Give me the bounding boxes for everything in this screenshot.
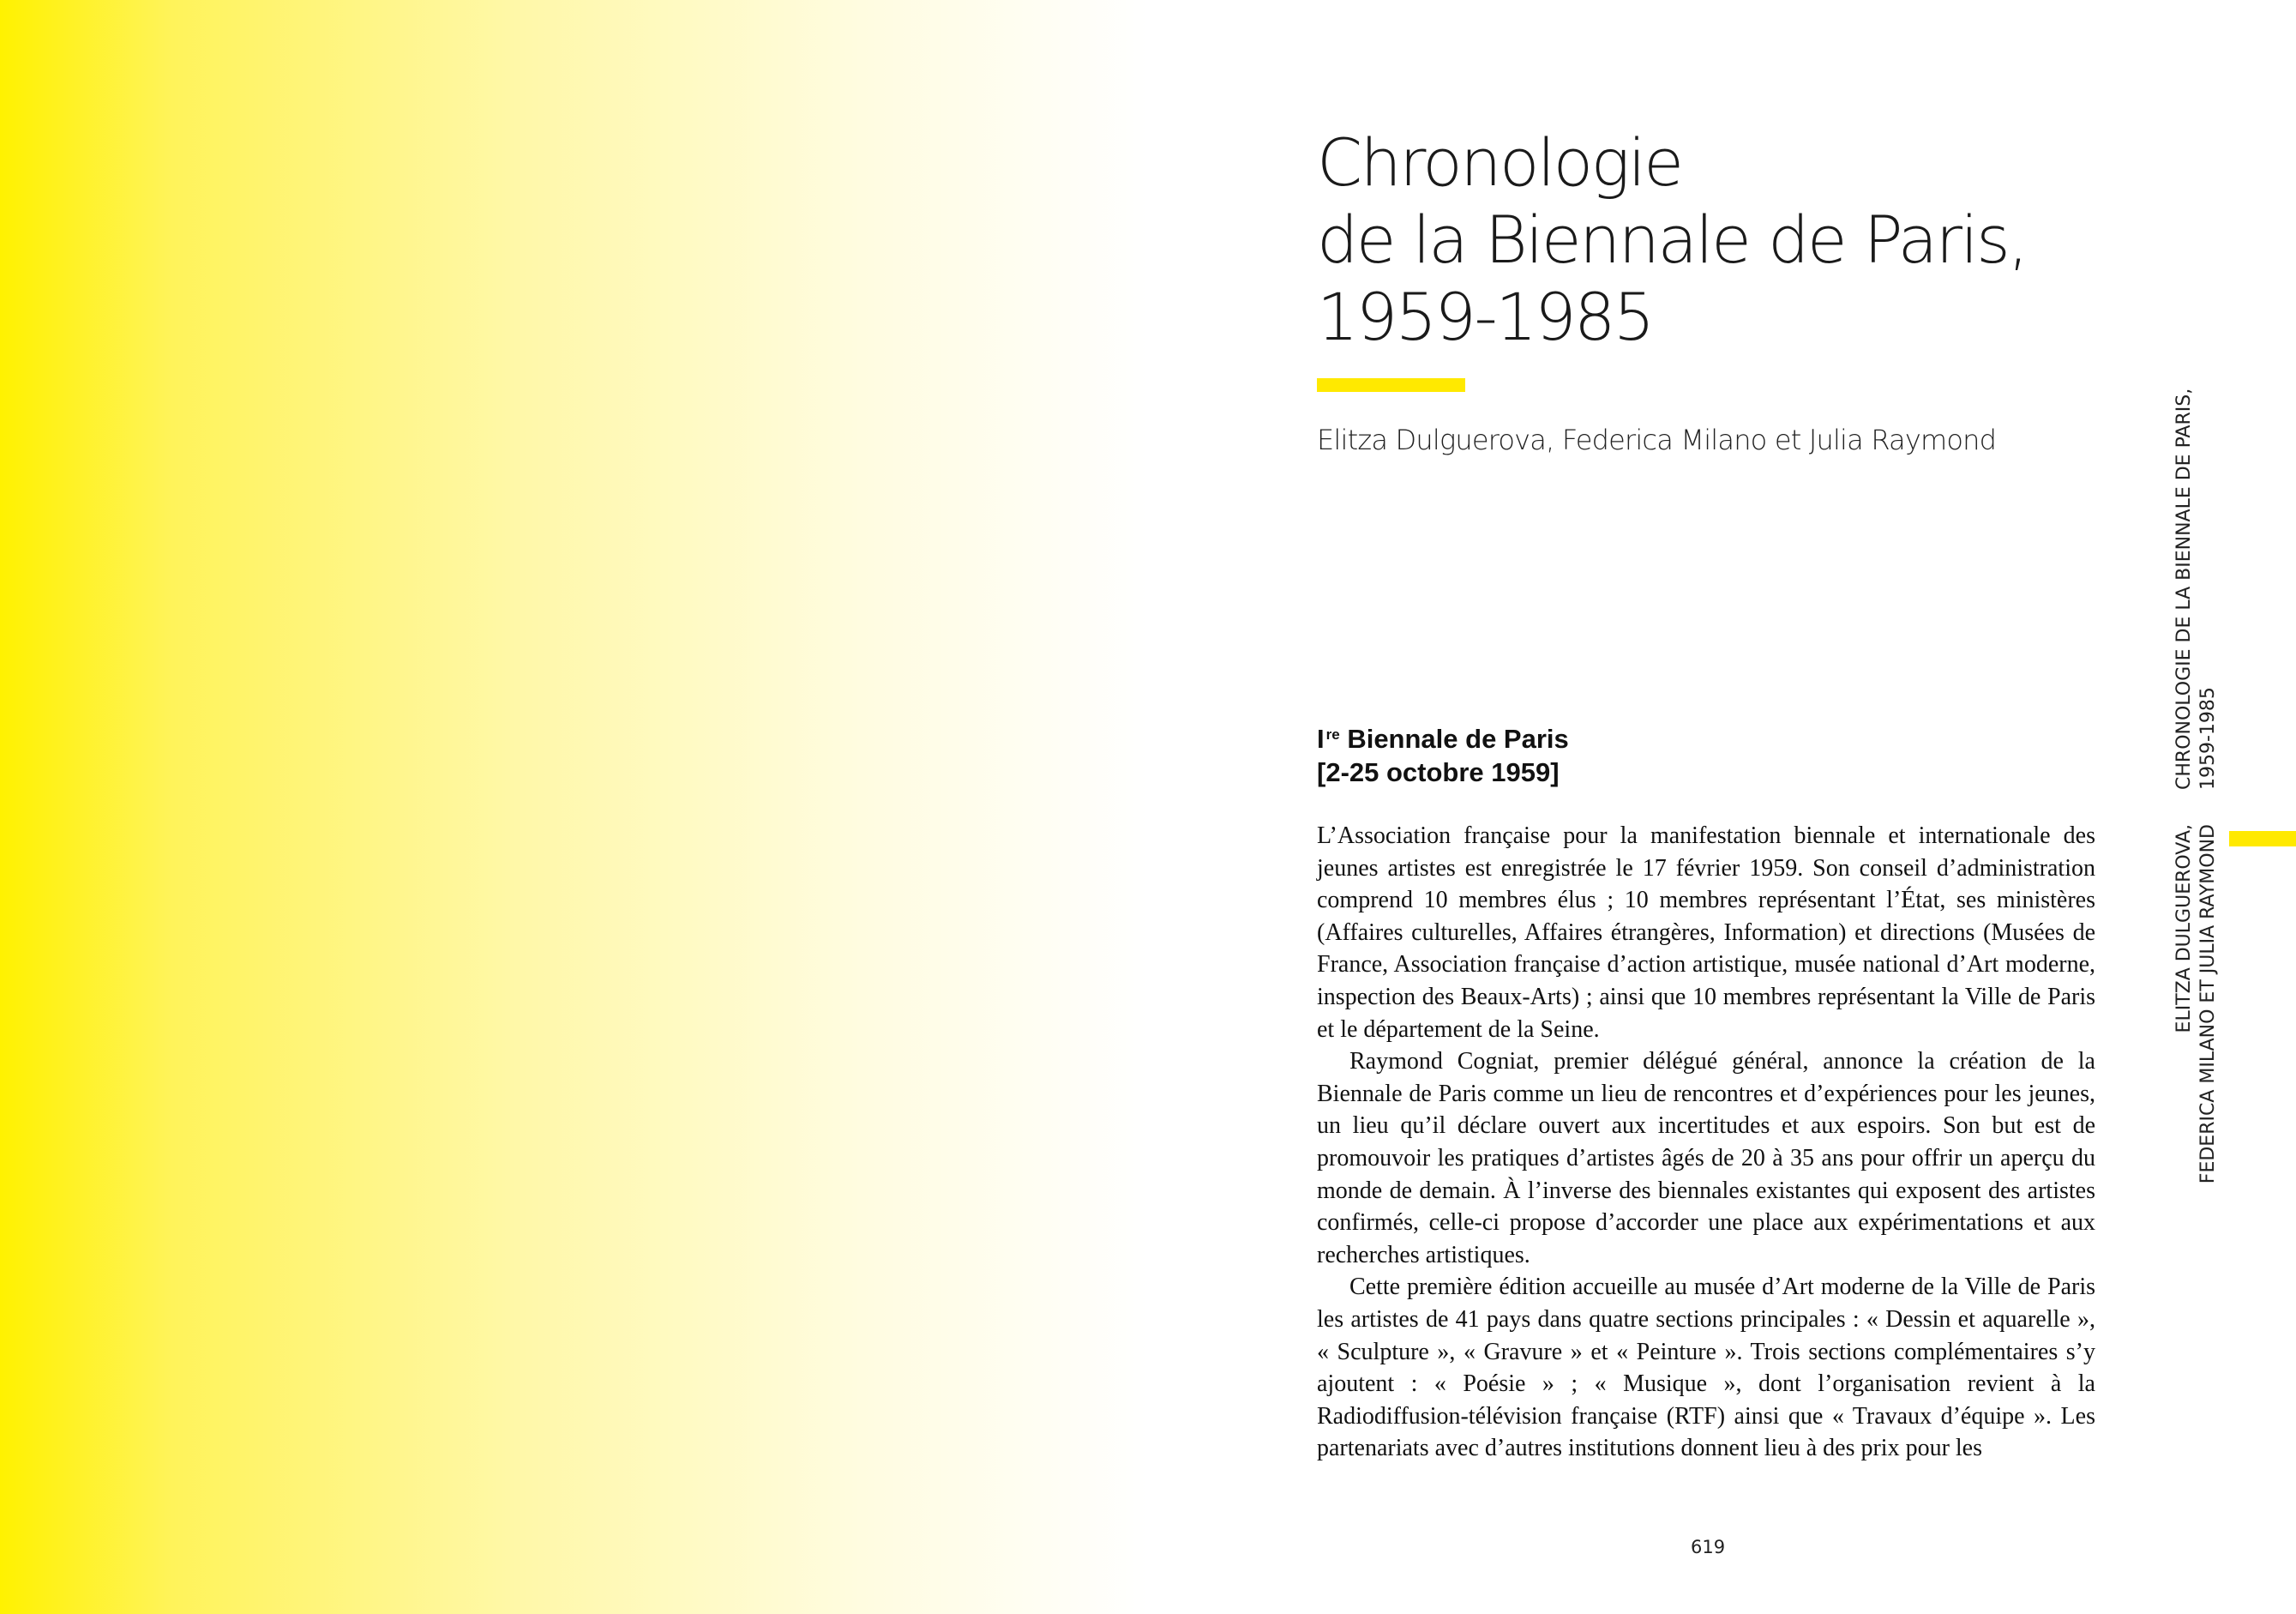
body-text [1317, 820, 2095, 1465]
page-title [1317, 124, 2027, 356]
heading-superscript: re [1325, 726, 1340, 743]
paragraph-1: L’Association française pour la manifestation biennale et internationale des jeunes artistes est enregistrée le 17 février 1959. Son conseil d’administration comprend 10 membres élus ; 10 membres représentant l’État, ses ministères (Affaires culturelles, Affaires étrangères, Information) et directions (Musées de France, Association française d’action artistique, musée national d’Art moderne, inspection des Beaux-Arts) ; ainsi que 10 membres représentant la Ville de Paris et le département de la Seine. [1317, 822, 2095, 1043]
title-underline-rule [1317, 378, 1465, 392]
section-heading-title [1317, 718, 1569, 756]
page-number: 619 [1691, 1537, 1726, 1557]
running-head-title [2173, 388, 2221, 790]
title-line-3: 1959-1985 [1317, 279, 1653, 355]
running-head-yellow-marker [2229, 831, 2296, 846]
title-line-1: Chronologie [1317, 124, 1682, 201]
paragraph-3: Cette première édition accueille au musée d’Art moderne de la Ville de Paris les artistes de 41 pays dans quatre sections principales : « Dessin et aquarelle », « Sculpture », « Gravure » et « Peinture ». Trois sections complémentaires s’y ajoutent : « Poésie » ; « Musique », dont l’organisation revient à la Radiodiffusion-télévision française (RTF) ainsi que « Travaux d’équipe ». Les partenariats avec d’autres institutions donnent lieu à des prix pour les [1317, 1274, 2095, 1462]
running-head-authors [2173, 824, 2221, 1183]
paragraph-2: Raymond Cogniat, premier délégué général, annonce la création de la Biennale de Paris comme un lieu de rencontres et d’expériences pour les jeunes, un lieu qu’il déclare ouvert aux incertitudes et aux espoirs. Son but est de promouvoir les pratiques d’artistes âgés de 20 à 35 ans pour offrir un aperçu du monde de demain. À l’inverse des biennales existantes qui exposent des artistes confirmés, celle-ci propose d’accorder une place aux expérimentations et aux recherches artistiques. [1317, 1048, 2095, 1268]
title-line-2: de la Biennale de Paris, [1317, 202, 2027, 278]
section-heading [1317, 718, 1569, 789]
section-heading-dates: [2-25 octobre 1959] [1317, 757, 1560, 787]
running-head-authors-line-2: FEDERICA MILANO ET JULIA RAYMOND [2197, 824, 2219, 1184]
heading-numeral: I [1317, 724, 1325, 754]
running-head-title-line-2: 1959-1985 [2197, 687, 2219, 790]
running-head-title-line-1: CHRONOLOGIE DE LA BIENNALE DE PARIS, [2173, 388, 2195, 790]
authors-byline: Elitza Dulguerova, Federica Milano et Julia Raymond [1317, 424, 1997, 456]
running-head-authors-line-1: ELITZA DULGUEROVA, [2173, 824, 2195, 1033]
heading-rest: Biennale de Paris [1339, 724, 1569, 754]
